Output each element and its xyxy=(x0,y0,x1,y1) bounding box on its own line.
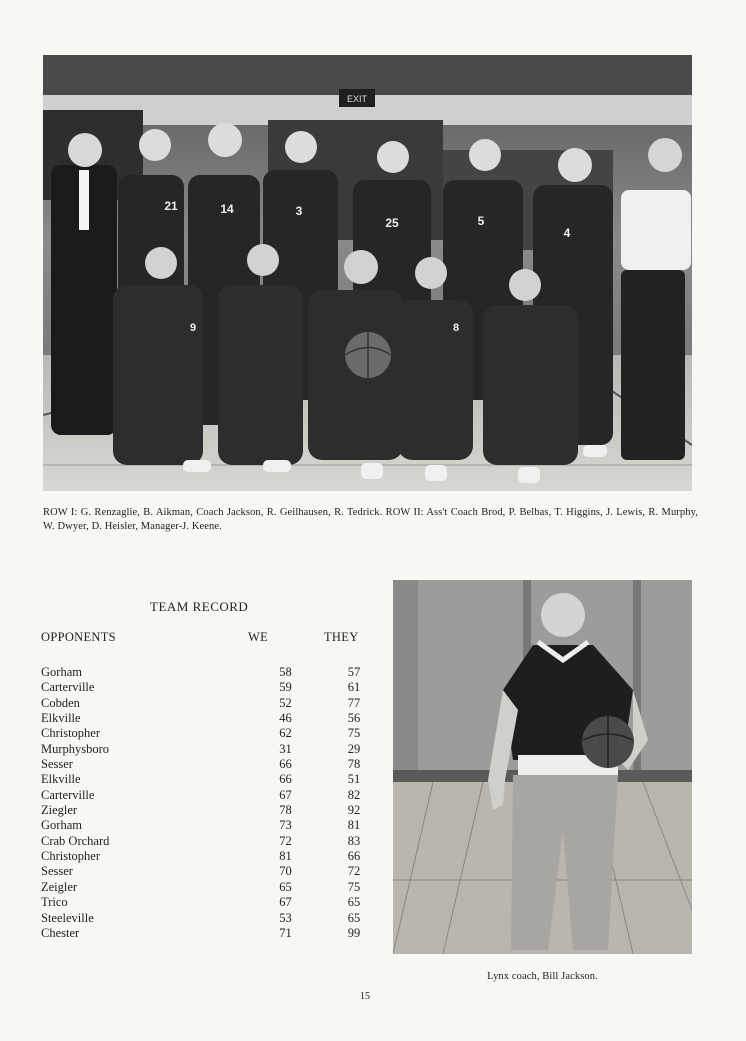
we-score-cell: 53 xyxy=(279,910,292,925)
opponent-cell: Ziegler xyxy=(41,803,78,818)
opponent-cell: Trico xyxy=(41,895,68,910)
svg-text:21: 21 xyxy=(164,199,178,213)
svg-text:9: 9 xyxy=(189,322,197,334)
exit-sign: EXIT xyxy=(346,94,368,104)
svg-text:25: 25 xyxy=(385,216,399,230)
they-score-cell: 78 xyxy=(347,757,361,772)
we-score-cell: 72 xyxy=(279,833,292,848)
opponent-cell: Carterville xyxy=(41,680,95,695)
they-score-cell: 65 xyxy=(347,895,361,910)
they-score-cell: 29 xyxy=(347,741,361,756)
table-row xyxy=(41,818,384,833)
we-score-cell: 67 xyxy=(279,895,292,910)
they-score-cell: 81 xyxy=(347,818,361,833)
team-photo-illustration xyxy=(43,55,692,491)
table-row xyxy=(41,757,384,772)
they-score-cell: 56 xyxy=(347,711,361,726)
opponent-cell: Christopher xyxy=(41,726,101,741)
we-score-cell: 46 xyxy=(279,711,292,726)
we-score-cell: 73 xyxy=(279,818,292,833)
opponent-cell: Carterville xyxy=(41,787,95,802)
we-score-cell: 58 xyxy=(279,665,292,679)
they-score-cell: 77 xyxy=(347,695,361,710)
they-score-cell: 83 xyxy=(347,833,361,848)
table-row xyxy=(41,926,384,941)
team-photo-caption: ROW I: G. Renzaglie, B. Aikman, Coach Jackson, R. Geilhausen, R. Tedrick. ROW II: Ass't Coach Brod, P. Belbas, T. Higgins, J. Lewis, R. Murphy, W. Dwyer, D. Heisler, Manager-J. Keene. xyxy=(43,507,698,532)
table-row xyxy=(41,864,384,879)
they-score-cell: 65 xyxy=(347,910,361,925)
we-score-cell: 81 xyxy=(279,849,292,864)
table-row xyxy=(41,911,384,926)
table-row xyxy=(41,895,384,910)
table-row xyxy=(41,849,384,864)
opponent-cell: Cobden xyxy=(41,695,80,710)
they-score-cell: 61 xyxy=(347,680,361,695)
opponent-cell: Gorham xyxy=(41,818,82,833)
coach-photo-illustration xyxy=(393,580,692,954)
header-they: THEY xyxy=(324,629,359,644)
opponent-cell: Elkville xyxy=(41,772,81,787)
they-score-cell: 99 xyxy=(347,925,361,940)
table-row xyxy=(41,772,384,787)
table-row xyxy=(41,696,384,711)
svg-text:5: 5 xyxy=(477,214,485,228)
we-score-cell: 78 xyxy=(279,803,292,818)
opponent-cell: Steeleville xyxy=(41,910,94,925)
opponent-cell: Elkville xyxy=(41,711,81,726)
svg-text:8: 8 xyxy=(452,322,460,334)
team-photo xyxy=(43,55,692,491)
we-score-cell: 59 xyxy=(279,680,292,695)
table-row xyxy=(41,665,384,680)
we-score-cell: 70 xyxy=(279,864,292,879)
they-score-cell: 75 xyxy=(347,726,361,741)
opponent-cell: Christopher xyxy=(41,849,101,864)
opponent-cell: Murphysboro xyxy=(41,741,110,756)
header-we: WE xyxy=(248,629,269,644)
table-row xyxy=(41,880,384,895)
coach-photo xyxy=(393,580,692,954)
coach-photo-caption: Lynx coach, Bill Jackson. xyxy=(487,971,598,982)
we-score-cell: 71 xyxy=(279,925,292,940)
team-record-title: TEAM RECORD xyxy=(150,599,249,614)
they-score-cell: 75 xyxy=(347,879,361,894)
they-score-cell: 57 xyxy=(347,665,361,679)
we-score-cell: 66 xyxy=(279,772,292,787)
we-score-cell: 67 xyxy=(279,787,292,802)
they-score-cell: 92 xyxy=(347,803,361,818)
table-row xyxy=(41,742,384,757)
we-score-cell: 31 xyxy=(279,741,292,756)
they-score-cell: 72 xyxy=(347,864,361,879)
svg-text:3: 3 xyxy=(295,204,303,218)
opponent-cell: Crab Orchard xyxy=(41,833,110,848)
opponent-cell: Gorham xyxy=(41,665,82,679)
opponent-cell: Zeigler xyxy=(41,879,78,894)
header-opponents: OPPONENTS xyxy=(41,629,116,644)
we-score-cell: 65 xyxy=(279,879,292,894)
we-score-cell: 62 xyxy=(279,726,292,741)
table-row xyxy=(41,803,384,818)
table-row xyxy=(41,834,384,849)
table-header-row xyxy=(41,629,384,665)
opponent-cell: Sesser xyxy=(41,757,73,772)
opponent-cell: Sesser xyxy=(41,864,73,879)
team-record-rows xyxy=(41,665,384,941)
team-record-table xyxy=(41,629,384,941)
table-row xyxy=(41,680,384,695)
svg-text:4: 4 xyxy=(563,226,571,240)
they-score-cell: 66 xyxy=(347,849,361,864)
table-row xyxy=(41,711,384,726)
page-number: 15 xyxy=(360,991,370,1002)
svg-text:14: 14 xyxy=(220,202,234,216)
opponent-cell: Chester xyxy=(41,925,80,940)
we-score-cell: 52 xyxy=(279,695,292,710)
they-score-cell: 82 xyxy=(347,787,361,802)
table-row xyxy=(41,726,384,741)
they-score-cell: 51 xyxy=(347,772,361,787)
we-score-cell: 66 xyxy=(279,757,292,772)
table-row xyxy=(41,788,384,803)
